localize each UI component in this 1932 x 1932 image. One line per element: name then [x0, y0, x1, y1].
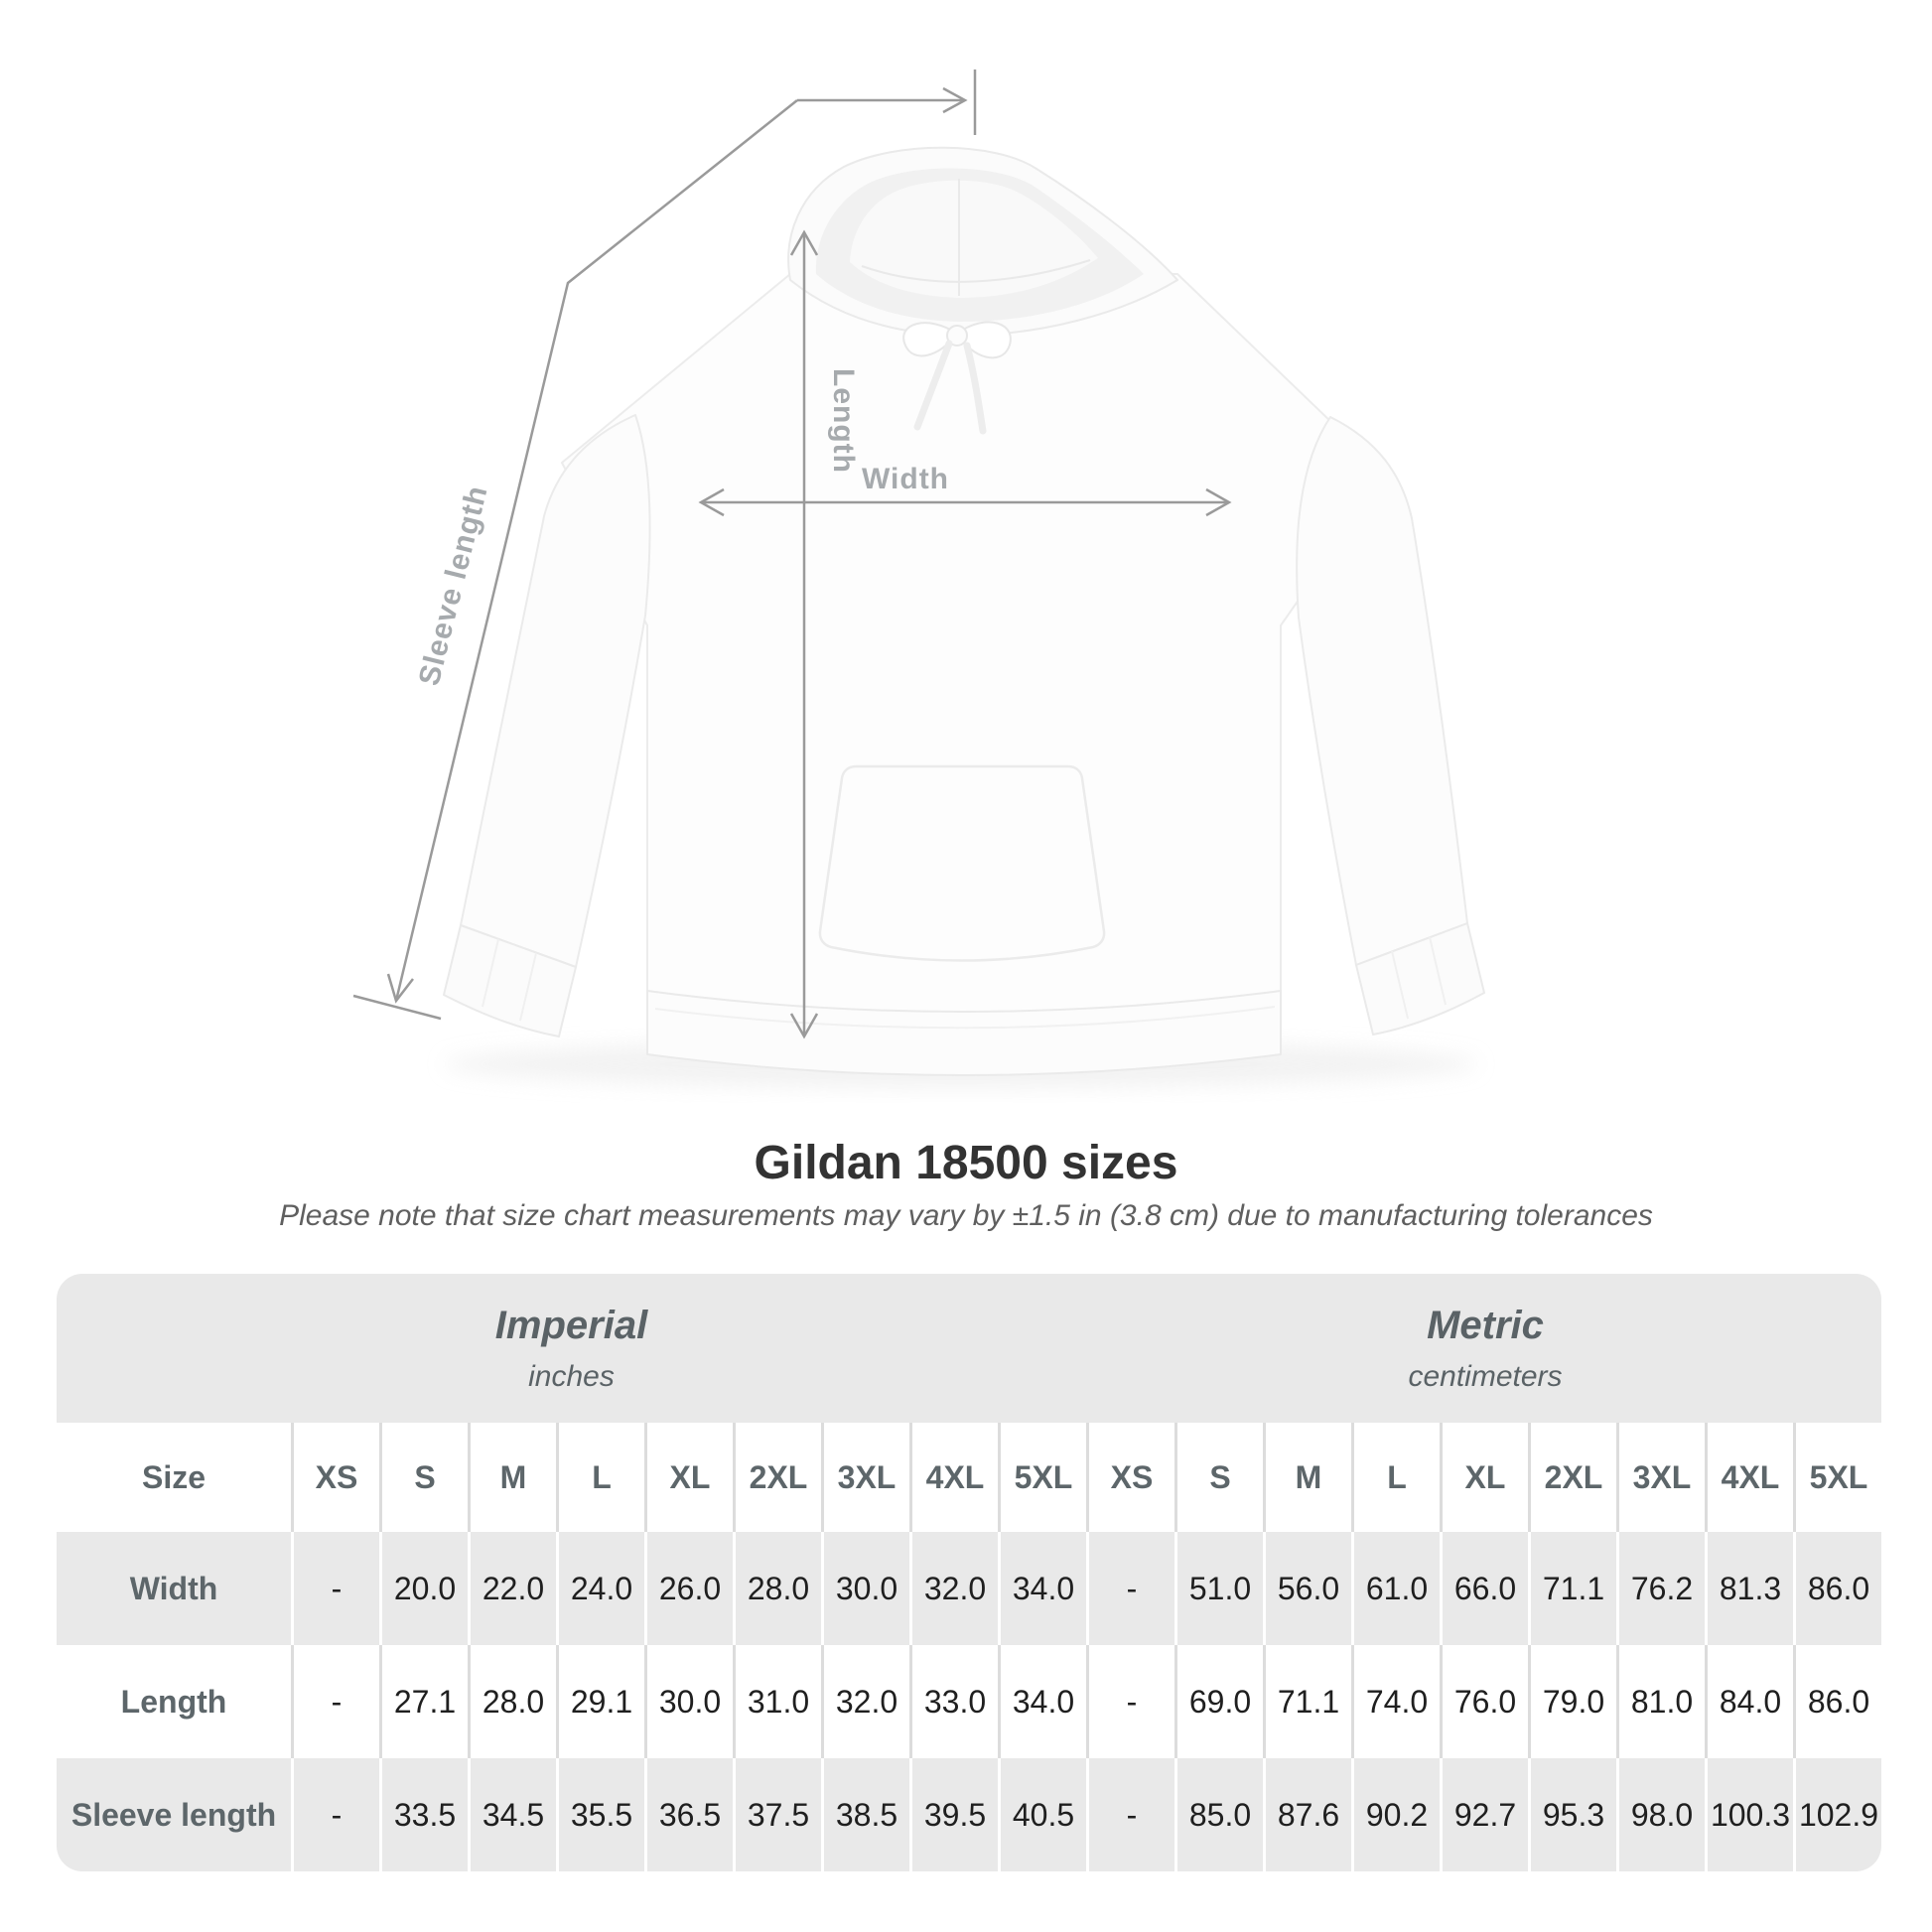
- imperial-label: Imperial: [494, 1303, 648, 1347]
- cell: 51.0: [1174, 1532, 1263, 1645]
- imperial-group-header: [57, 1274, 1086, 1423]
- row-label: Length: [57, 1645, 291, 1758]
- col-header: L: [1351, 1423, 1440, 1532]
- size-header-cell: Size: [57, 1423, 291, 1532]
- cell: 98.0: [1616, 1758, 1705, 1871]
- metric-unit: centimeters: [1408, 1359, 1563, 1393]
- cell: 66.0: [1440, 1532, 1528, 1645]
- page-subtitle: Please note that size chart measurements may vary by ±1.5 in (3.8 cm) due to manufacturing tolerances: [279, 1199, 1653, 1232]
- cell: -: [1086, 1532, 1174, 1645]
- col-header: S: [1174, 1423, 1263, 1532]
- cell: -: [291, 1532, 379, 1645]
- col-header: 5XL: [1793, 1423, 1881, 1532]
- cell: 22.0: [468, 1532, 556, 1645]
- cell: 76.2: [1616, 1532, 1705, 1645]
- cell: 35.5: [556, 1758, 644, 1871]
- cell: 30.0: [821, 1532, 909, 1645]
- cell: 28.0: [468, 1645, 556, 1758]
- size-table-grid: [57, 1274, 1881, 1871]
- sleeve-length-label: Sleeve length: [412, 482, 494, 689]
- col-header: 5XL: [998, 1423, 1086, 1532]
- hoodie-right-sleeve: [1297, 417, 1467, 965]
- row-label: Sleeve length: [57, 1758, 291, 1871]
- col-header: M: [1263, 1423, 1351, 1532]
- table-row-width: [57, 1532, 1881, 1645]
- cell: 85.0: [1174, 1758, 1263, 1871]
- cell: 102.9: [1793, 1758, 1881, 1871]
- table-row-length: [57, 1645, 1881, 1758]
- cell: 27.1: [379, 1645, 468, 1758]
- cell: 32.0: [909, 1532, 998, 1645]
- unit-group-row: [57, 1274, 1881, 1423]
- col-header: 4XL: [1705, 1423, 1793, 1532]
- cell: 36.5: [644, 1758, 733, 1871]
- cell: -: [291, 1645, 379, 1758]
- cell: 74.0: [1351, 1645, 1440, 1758]
- col-header: 3XL: [821, 1423, 909, 1532]
- cell: 76.0: [1440, 1645, 1528, 1758]
- page-title: Gildan 18500 sizes: [754, 1137, 1178, 1189]
- cell: 92.7: [1440, 1758, 1528, 1871]
- length-label: Length: [827, 368, 860, 474]
- table-row-sleeve-length: [57, 1758, 1881, 1871]
- cell: 81.0: [1616, 1645, 1705, 1758]
- cell: 79.0: [1528, 1645, 1616, 1758]
- cell: 38.5: [821, 1758, 909, 1871]
- col-header: L: [556, 1423, 644, 1532]
- cell: 84.0: [1705, 1645, 1793, 1758]
- cell: -: [1086, 1645, 1174, 1758]
- col-header: XS: [1086, 1423, 1174, 1532]
- cell: 37.5: [733, 1758, 821, 1871]
- cell: 40.5: [998, 1758, 1086, 1871]
- cell: 90.2: [1351, 1758, 1440, 1871]
- cell: 95.3: [1528, 1758, 1616, 1871]
- metric-group-header: [1086, 1274, 1881, 1423]
- cell: 29.1: [556, 1645, 644, 1758]
- cell: 69.0: [1174, 1645, 1263, 1758]
- metric-label: Metric: [1427, 1303, 1544, 1347]
- cell: 34.5: [468, 1758, 556, 1871]
- cell: -: [291, 1758, 379, 1871]
- cell: 34.0: [998, 1532, 1086, 1645]
- cell: 39.5: [909, 1758, 998, 1871]
- cell: 30.0: [644, 1645, 733, 1758]
- cell: 32.0: [821, 1645, 909, 1758]
- cell: 71.1: [1263, 1645, 1351, 1758]
- col-header: 4XL: [909, 1423, 998, 1532]
- cell: 87.6: [1263, 1758, 1351, 1871]
- hoodie-pocket: [820, 766, 1104, 961]
- col-header: XS: [291, 1423, 379, 1532]
- cell: 61.0: [1351, 1532, 1440, 1645]
- cell: 56.0: [1263, 1532, 1351, 1645]
- cell: 28.0: [733, 1532, 821, 1645]
- imperial-unit: inches: [528, 1359, 615, 1393]
- cell: 33.0: [909, 1645, 998, 1758]
- col-header: 2XL: [733, 1423, 821, 1532]
- row-label: Width: [57, 1532, 291, 1645]
- width-label: Width: [861, 463, 950, 495]
- cell: 31.0: [733, 1645, 821, 1758]
- cell: 81.3: [1705, 1532, 1793, 1645]
- hoodie-photo: [444, 148, 1484, 1075]
- col-header: S: [379, 1423, 468, 1532]
- cell: 33.5: [379, 1758, 468, 1871]
- cell: 24.0: [556, 1532, 644, 1645]
- cell: 86.0: [1793, 1645, 1881, 1758]
- cell: -: [1086, 1758, 1174, 1871]
- col-header: 2XL: [1528, 1423, 1616, 1532]
- col-header: XL: [1440, 1423, 1528, 1532]
- cell: 34.0: [998, 1645, 1086, 1758]
- size-table: [57, 1274, 1881, 1871]
- cell: 71.1: [1528, 1532, 1616, 1645]
- cell: 86.0: [1793, 1532, 1881, 1645]
- size-header-row: [57, 1423, 1881, 1532]
- cell: 20.0: [379, 1532, 468, 1645]
- cell: 26.0: [644, 1532, 733, 1645]
- cell: 100.3: [1705, 1758, 1793, 1871]
- col-header: M: [468, 1423, 556, 1532]
- col-header: XL: [644, 1423, 733, 1532]
- col-header: 3XL: [1616, 1423, 1705, 1532]
